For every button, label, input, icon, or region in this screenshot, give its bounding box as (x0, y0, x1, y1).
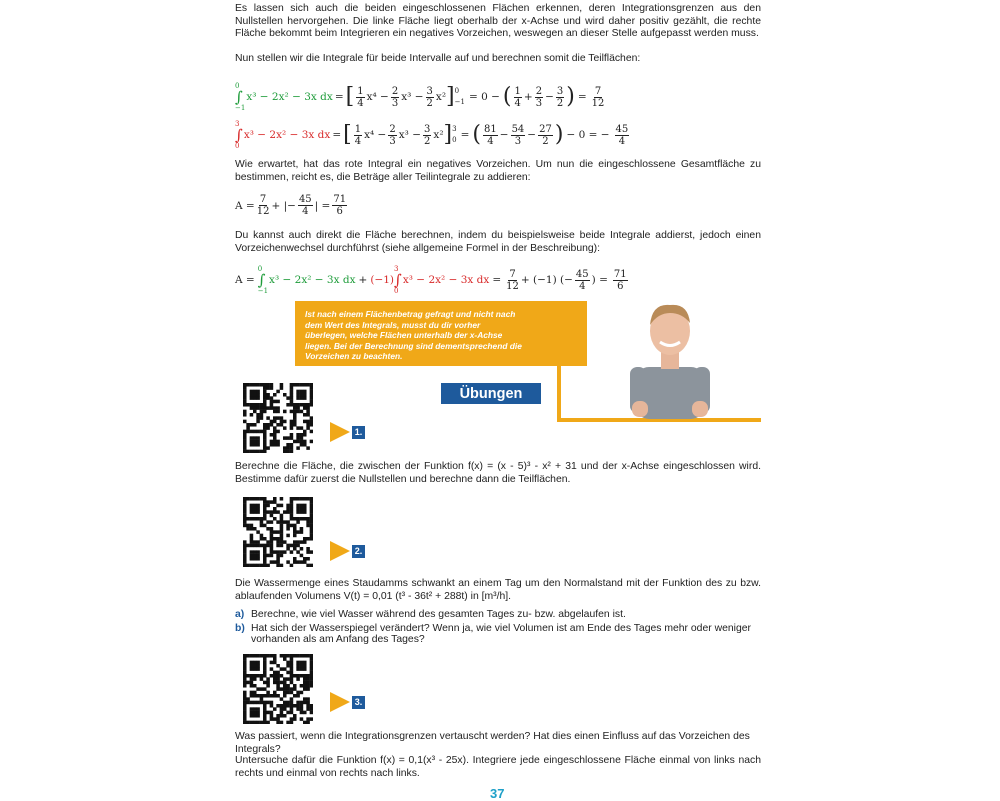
term: x² (435, 91, 447, 103)
fraction: $\frac{3}{2}$ (556, 85, 564, 109)
term: x² (433, 129, 444, 141)
eval-limits: 0 −1 (454, 87, 465, 106)
intro-paragraph: Es lassen sich auch die beiden eingeschlossenen Flächen erkennen, deren Integrationsgrenzen aus den Nullstellen hervorgehen. Die linke Fläche liegt oberhalb der x-Achse und wird daher positiv gezählt, die rechte Fläche bekommt beim Integrieren ein negatives Vorzeichen, weswegen an dieser Stelle aufgepasst werden muss. (235, 3, 761, 40)
exercise-2-a (235, 609, 761, 620)
operator: + (358, 274, 368, 286)
fraction: $\frac{3}{2}$ (424, 123, 431, 147)
item-text: Berechne, wie viel Wasser während des gesamten Tages zu- bzw. abgelaufen ist. (251, 609, 626, 620)
result-fraction: $\frac{45}{4}$ (615, 123, 629, 147)
fraction: $\frac{3}{2}$ (426, 85, 433, 109)
operator: − (527, 129, 537, 141)
equals: = (332, 129, 342, 141)
direct-formula (235, 265, 630, 295)
arrow-triangle-icon (330, 541, 350, 561)
fraction: $\frac{81}{4}$ (484, 123, 497, 147)
result-fraction: $\frac{7}{12}$ (591, 85, 605, 109)
fraction: $\frac{27}{2}$ (539, 123, 552, 147)
term: x³ − (401, 91, 424, 103)
area-formula (235, 194, 349, 217)
exercise-3-text-1: Was passiert, wenn die Integrationsgrenzen vertauscht werden? Hat dies einen Einfluss auf das Vorzeichen des Integrals? (235, 731, 750, 755)
integral-sign: 0 ∫ −1 (235, 82, 246, 112)
fraction: $\frac{7}{12}$ (256, 194, 270, 217)
fraction: $\frac{2}{3}$ (391, 85, 399, 109)
fraction: $\frac{2}{3}$ (535, 85, 543, 109)
tip-text: Ist nach einem Flächenbetrag gefragt und nicht nach dem Wert des Integrals, musst du dir vorher überlegen, welche Flächen unterhalb der x-Achse liegen. Bei der Berechnung sind dementsprechend die Vorzeichen zu beachten. (305, 309, 522, 362)
fraction: $\frac{7}{12}$ (506, 268, 519, 292)
bracket-close: ] (446, 84, 455, 109)
term: x⁴ − (364, 129, 387, 141)
result-fraction: $\frac{71}{6}$ (613, 268, 627, 292)
exercise-number: 2. (352, 545, 365, 558)
term: A = (235, 274, 255, 286)
paren-open: ( (472, 122, 482, 147)
paren-close: ) (566, 84, 575, 109)
person-photo (630, 297, 710, 419)
bracket-open: [ (343, 122, 352, 147)
term: x⁴ − (366, 91, 389, 103)
fraction: $\frac{45}{4}$ (298, 194, 312, 217)
exercise-number: 1. (352, 426, 365, 439)
exercise-3-text-2: Untersuche dafür die Funktion f(x) = 0,1(x³ - 25x). Integriere jede eingeschlossene Fläche einmal von links nach rechts und einmal von rechts nach links. (235, 755, 761, 779)
page-number: 37 (490, 786, 505, 801)
equals: = (460, 129, 470, 141)
item-text: Hat sich der Wasserspiegel verändert? Wenn ja, wie viel Volumen ist am Ende des Tages mehr oder weniger vorhanden als am Anfang des Tages? (251, 623, 751, 645)
intro-line-2: Nun stellen wir die Integrale für beide Intervalle auf und berechnen somit die Teilflächen: (235, 53, 641, 64)
term: = 0 − (468, 91, 500, 103)
equals: = (577, 91, 587, 103)
integral-sign: 0 ∫ −1 (257, 265, 269, 295)
item-label: a) (235, 609, 245, 620)
integrand: x³ − 2x² − 3x dx (243, 129, 331, 141)
paragraph-2: Wie erwartet, hat das rote Integral ein negatives Vorzeichen. Um nun die eingeschlossene Gesamtfläche zu bestimmen, reicht es, die Beträge aller Teilintegrale zu addieren: (235, 159, 761, 183)
fraction: $\frac{2}{3}$ (389, 123, 396, 147)
integral-1 (235, 82, 606, 112)
sign-factor: (−1) (370, 274, 395, 286)
term: ) = (591, 274, 608, 286)
item-label: b) (235, 623, 245, 634)
tip-connector (557, 366, 561, 422)
qr-code-icon[interactable] (243, 654, 313, 724)
paren-close: ) (554, 122, 564, 147)
exercise-2-marker (330, 541, 365, 561)
term: | = (314, 199, 331, 212)
exercise-2-text: Die Wassermenge eines Staudamms schwankt an einem Tag um den Normalstand mit der Funktion des zu bzw. ablaufenden Volumens V(t) = 0,01 (t³ - 36t² + 288t) in [m³/h]. (235, 578, 761, 602)
exercise-1-marker (330, 422, 365, 442)
fraction: $\frac{45}{4}$ (575, 268, 589, 292)
fraction: $\frac{54}{3}$ (511, 123, 525, 147)
exercise-1-text: Berechne die Fläche, die zwischen der Funktion f(x) = (x - 5)³ - x² + 31 und der x-Achse eingeschlossen wird. Bestimme dafür zuerst die Nullstellen und berechne dann die Teilflächen. (235, 461, 761, 485)
integral-2 (235, 120, 631, 150)
integral-sign: 3 ∫ 0 (394, 265, 402, 295)
operator: + (523, 91, 533, 103)
paren-open: ( (502, 84, 512, 109)
integrand: x³ − 2x² − 3x dx (402, 274, 490, 286)
equals: = (492, 274, 502, 286)
tip-box (295, 301, 587, 366)
bracket-close: ] (443, 122, 453, 147)
term: x³ − (398, 129, 422, 141)
arrow-triangle-icon (330, 692, 350, 712)
qr-code-icon[interactable] (243, 383, 313, 453)
operator: − (499, 129, 509, 141)
exercise-3-marker (330, 692, 365, 712)
eval-limits: 3 0 (452, 125, 457, 144)
term: + |− (271, 199, 296, 212)
term: A = (235, 199, 255, 212)
fraction: $\frac{1}{4}$ (357, 85, 364, 109)
arrow-triangle-icon (330, 422, 350, 442)
exercises-heading: Übungen (441, 383, 541, 404)
bracket-open: [ (345, 84, 355, 109)
fraction: $\frac{1}{4}$ (354, 123, 362, 147)
integral-sign: 3 ∫ 0 (235, 120, 243, 150)
fraction: $\frac{1}{4}$ (514, 85, 521, 109)
integrand: x³ − 2x² − 3x dx (269, 274, 356, 286)
operator: − (545, 91, 554, 103)
integrand: x³ − 2x² − 3x dx (246, 91, 333, 103)
paragraph-3: Du kannst auch direkt die Fläche berechnen, indem du beispielsweise beide Integrale addierst, jedoch einen Vorzeichenwechsel durchführst (siehe allgemeine Formel in der Beschreibung): (235, 230, 761, 254)
result-fraction: $\frac{71}{6}$ (333, 194, 347, 217)
exercise-2-b (235, 623, 761, 645)
term: − 0 = − (566, 129, 610, 141)
qr-code-icon[interactable] (243, 497, 313, 567)
term: + (−1) (− (520, 274, 573, 286)
exercise-number: 3. (352, 696, 365, 709)
equals: = (334, 91, 344, 103)
